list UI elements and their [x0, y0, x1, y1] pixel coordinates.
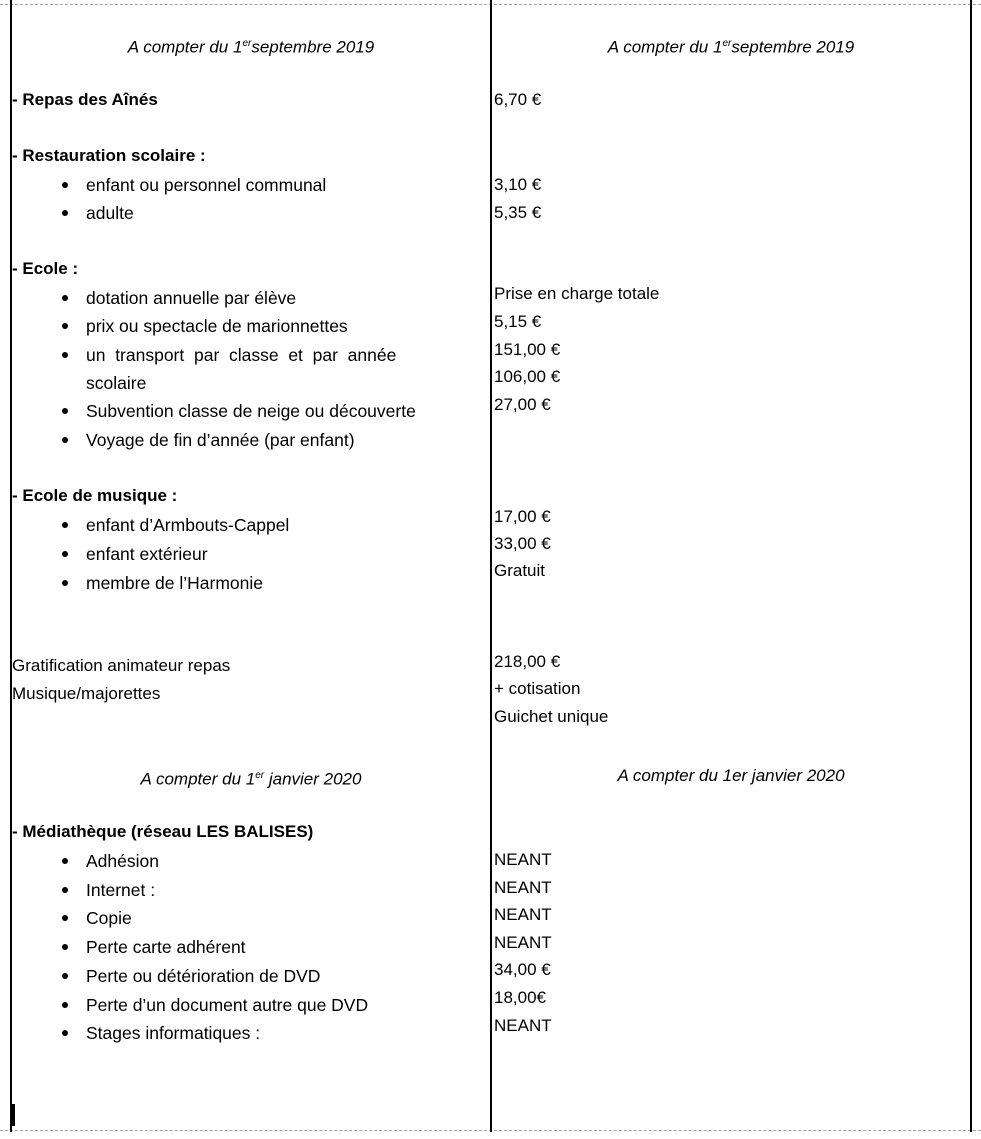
gratification-price-2: Guichet unique [494, 707, 609, 726]
mediatheque-item-6: Stages informatiques : [86, 1023, 261, 1043]
ecole-price-3: 106,00 € [494, 367, 561, 386]
gratification-line1: Gratification animateur repas [12, 656, 231, 675]
ecole-item-4: Voyage de fin d’année (par enfant) [86, 430, 355, 450]
ecole-price-1: 5,15 € [494, 312, 542, 331]
mediatheque-item-0: Adhésion [86, 851, 159, 871]
mediatheque-item-5: Perte d’un document autre que DVD [86, 995, 369, 1015]
bullet-icon [62, 408, 68, 414]
ecole-item-2-line1: un transport par classe et par année [86, 345, 397, 365]
text-cursor[interactable] [12, 1104, 15, 1126]
bullet-icon [62, 551, 68, 557]
mediatheque-price-0: NEANT [494, 850, 552, 869]
restauration-price-0: 3,10 € [494, 175, 542, 194]
musique-label: - Ecole de musique : [12, 486, 178, 505]
ecole-item-2-line2: scolaire [86, 373, 147, 393]
bullet-icon [62, 858, 68, 864]
right-border [970, 0, 972, 1132]
mediatheque-price-1: NEANT [494, 878, 552, 897]
header-sept-right: A compter du 1erseptembre 2019 [607, 37, 855, 57]
musique-price-0: 17,00 € [494, 507, 551, 526]
header-sept-left: A compter du 1erseptembre 2019 [127, 37, 375, 57]
mediatheque-price-6: NEANT [494, 1016, 552, 1035]
bullet-icon [62, 973, 68, 979]
bullet-icon [62, 522, 68, 528]
bullet-icon [62, 915, 68, 921]
header-jan-left: A compter du 1er janvier 2020 [140, 769, 362, 789]
header-jan-right: A compter du 1er janvier 2020 [617, 766, 845, 785]
bullet-icon [62, 352, 68, 358]
mediatheque-item-1: Internet : [86, 880, 156, 900]
restauration-item-1: adulte [86, 203, 134, 223]
bullet-icon [62, 1030, 68, 1036]
mediatheque-price-5: 18,00€ [494, 988, 546, 1007]
gratification-price-0: 218,00 € [494, 652, 561, 671]
bullet-icon [62, 323, 68, 329]
ecole-item-2 [86, 345, 488, 365]
mediatheque-price-4: 34,00 € [494, 960, 551, 979]
ecole-item-1: prix ou spectacle de marionnettes [86, 316, 348, 336]
gratification-line2: Musique/majorettes [12, 684, 161, 703]
restauration-price-1: 5,35 € [494, 203, 542, 222]
bullet-icon [62, 887, 68, 893]
mediatheque-item-4: Perte ou détérioration de DVD [86, 966, 321, 986]
restauration-label: - Restauration scolaire : [12, 146, 206, 165]
mediatheque-price-2: NEANT [494, 905, 552, 924]
bullet-icon [62, 295, 68, 301]
repas-aines-price: 6,70 € [494, 90, 542, 109]
ecole-price-0: Prise en charge totale [494, 284, 660, 303]
mediatheque-price-3: NEANT [494, 933, 552, 952]
bullet-icon [62, 182, 68, 188]
restauration-item-0: enfant ou personnel communal [86, 175, 327, 195]
bullet-icon [62, 580, 68, 586]
bullet-icon [62, 437, 68, 443]
bullet-icon [62, 1002, 68, 1008]
column-divider [490, 0, 492, 1132]
ecole-price-2: 151,00 € [494, 340, 561, 359]
ecole-label: - Ecole : [12, 259, 79, 278]
musique-item-0: enfant d’Armbouts-Cappel [86, 515, 290, 535]
musique-item-1: enfant extérieur [86, 544, 208, 564]
mediatheque-item-3: Perte carte adhérent [86, 937, 246, 957]
mediatheque-label: - Médiathèque (réseau LES BALISES) [12, 822, 314, 841]
ecole-item-0: dotation annuelle par élève [86, 288, 297, 308]
mediatheque-item-2: Copie [86, 908, 132, 928]
ecole-price-4: 27,00 € [494, 395, 551, 414]
gratification-price-1: + cotisation [494, 679, 581, 698]
musique-price-2: Gratuit [494, 561, 546, 580]
bullet-icon [62, 210, 68, 216]
bullet-icon [62, 944, 68, 950]
ecole-item-3: Subvention classe de neige ou découverte [86, 401, 416, 421]
musique-price-1: 33,00 € [494, 534, 551, 553]
repas-aines-label: - Repas des Aînés [12, 90, 158, 109]
musique-item-2: membre de l’Harmonie [86, 573, 264, 593]
left-border [10, 0, 12, 1132]
